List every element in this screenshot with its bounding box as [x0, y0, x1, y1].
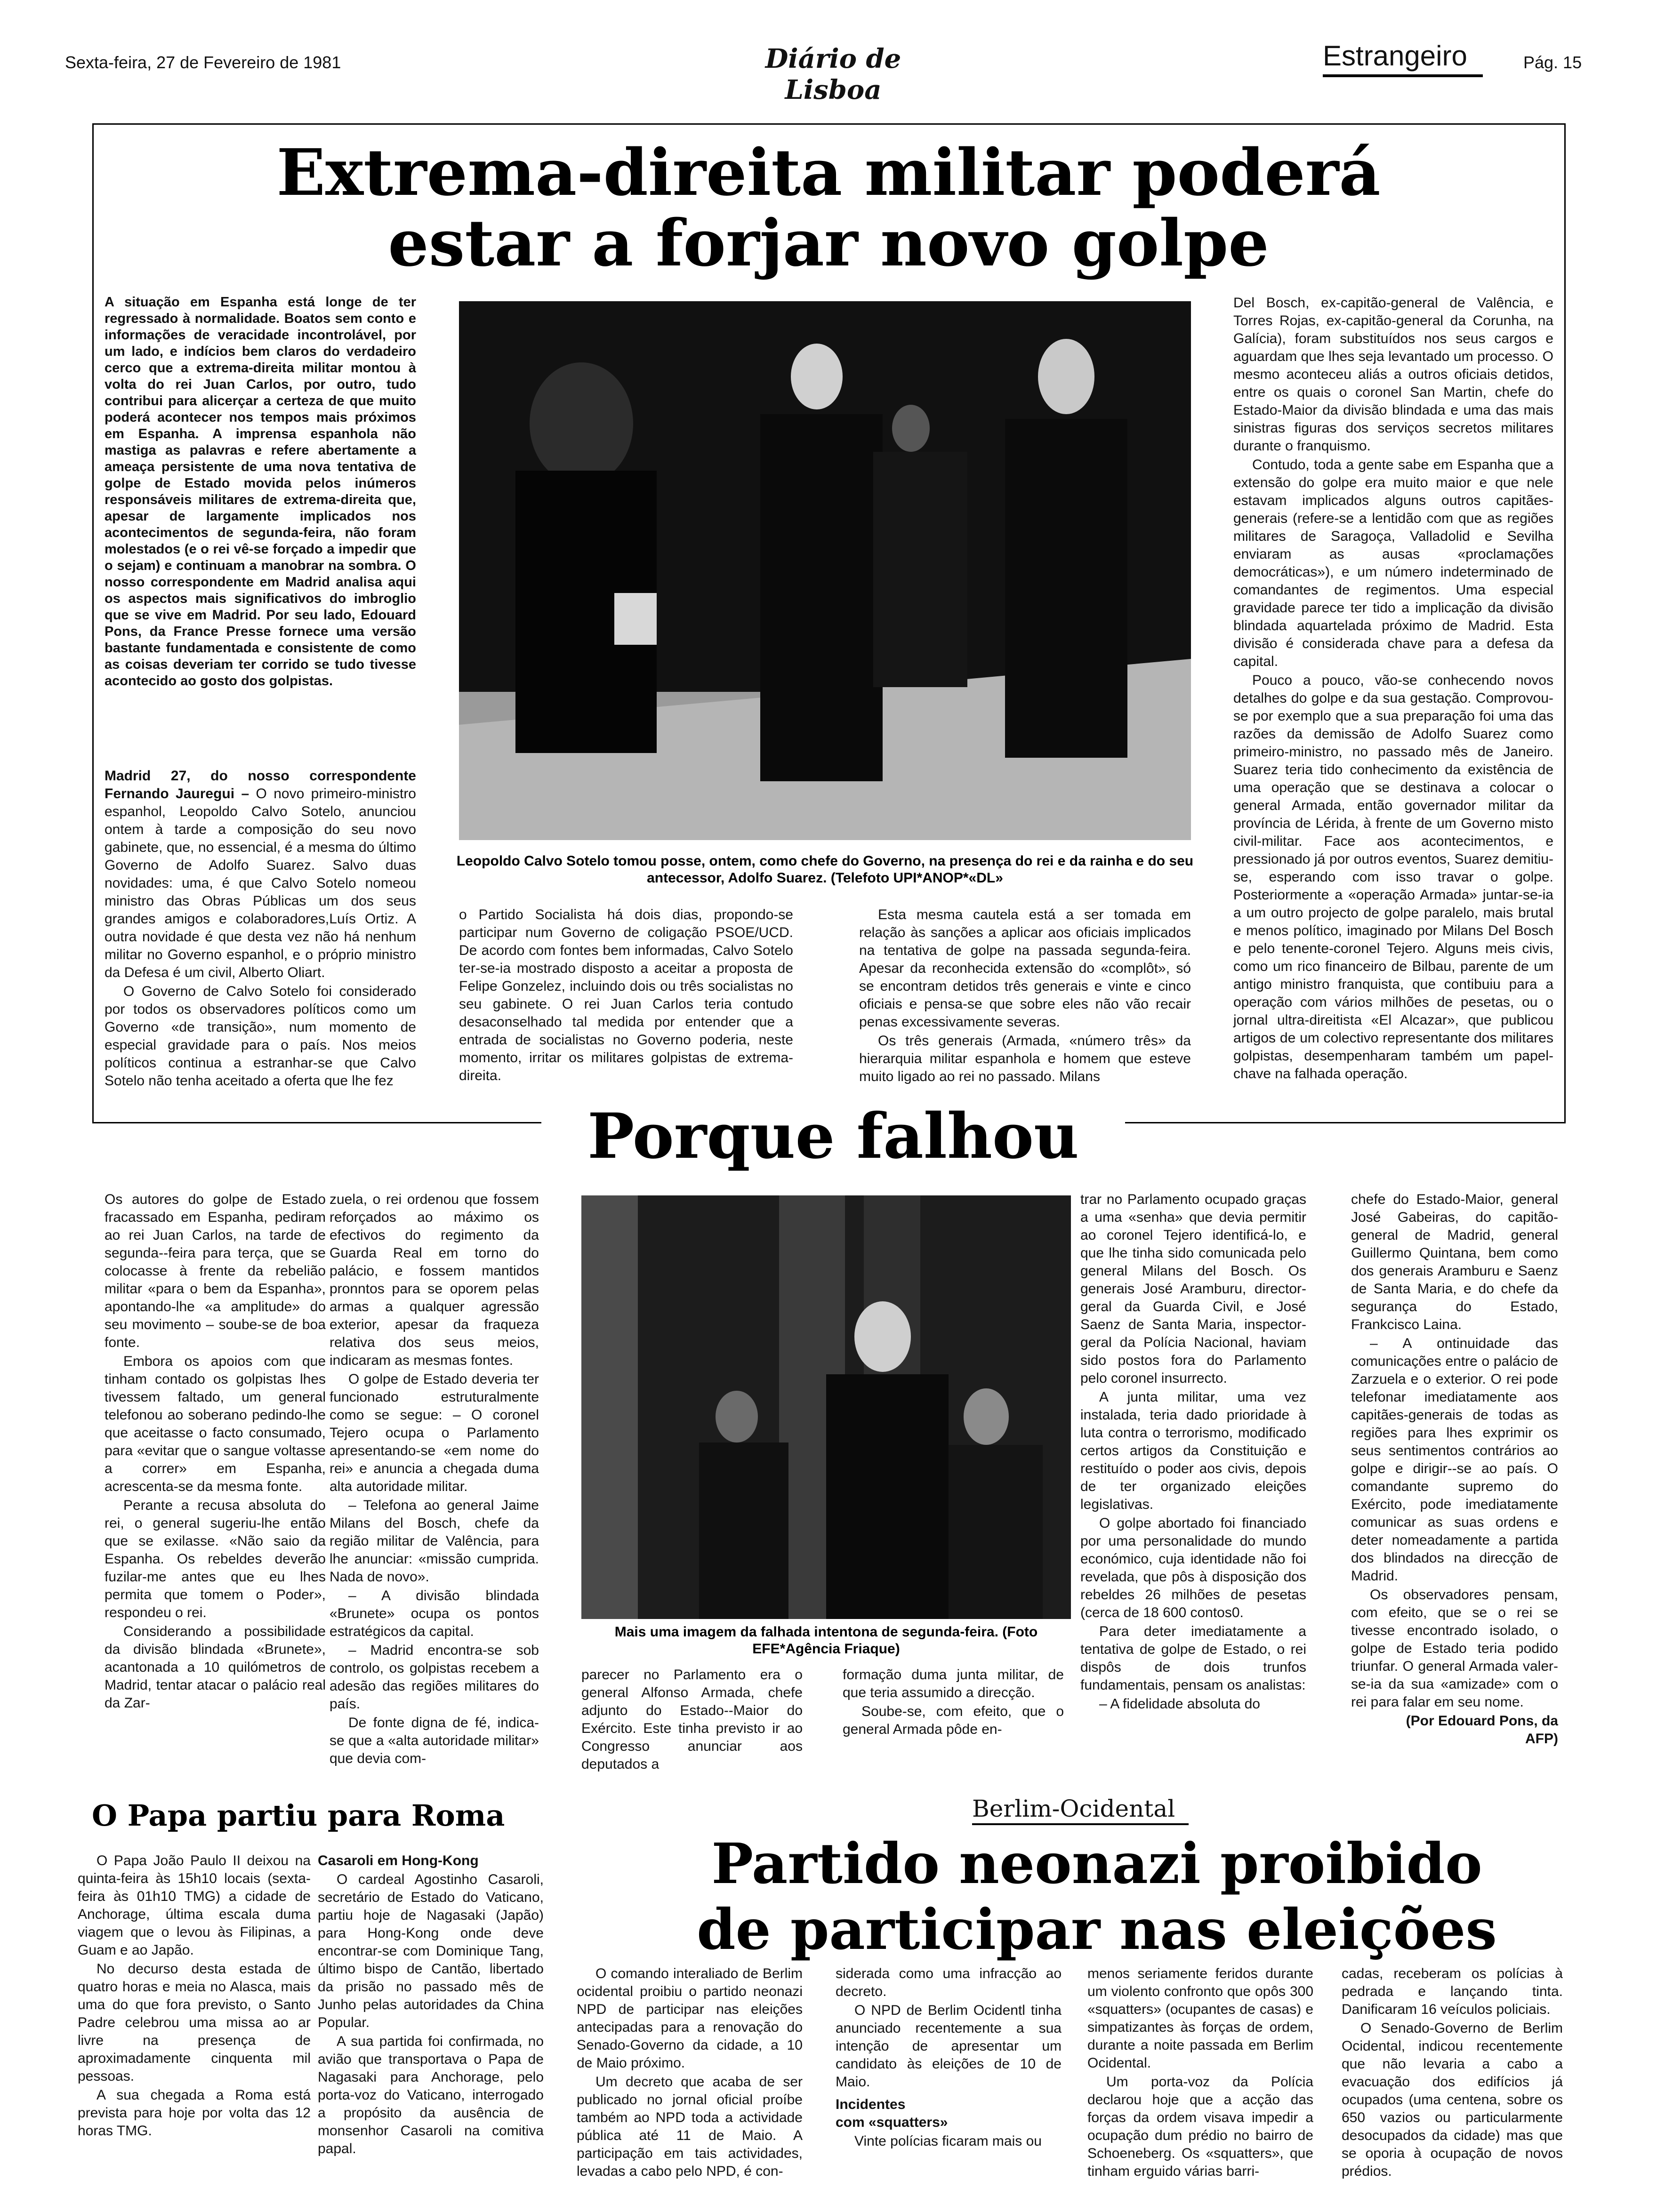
subhead-incidentes: Incidentes com «squatters» [836, 2097, 948, 2130]
article4-column-1: O comando interaliado de Berlim ocidental proibiu o partido neonazi NPD de participar nas eleições antecipadas para a renovação do Senado-Governo da cidade, a 10 de Maio próximo. Um decreto que acaba de ser publicado no jornal oficial proíbe também ao NPD toda a actividade pública até 11 de Maio. A participação em tais actividades, levadas a cabo pelo NPD, é con- [577, 1966, 803, 2179]
section-name: Estrangeiro [1323, 40, 1467, 72]
article1-column-3: Esta mesma cautela está a ser tomada em relação às sanções a aplicar aos oficiais implicados na tentativa de golpe na passada segunda-feira. Apesar da reconhecida extensão do «complôt», só se encontram detidos três generais e vinte e cinco oficiais e pensa-se que sobre eles não vão recair penas excessivamente severas. Os três generais (Armada, «número três» da hierarquia militar espanhola e homem que esteve muito ligado ao rei no passado. Milans [859, 907, 1191, 1084]
photo-caption-calvo-sotelo: Leopoldo Calvo Sotelo tomou posse, ontem, como chefe do Governo, na presença do rei e da rainha e do seu antecessor, Adolfo Suarez. (Telefoto UPI*ANOP*«DL» [456, 853, 1194, 886]
headline-line-2: estar a forjar novo golpe [388, 206, 1269, 281]
article2-column-3b: formação duma junta militar, de que teria assumido a direcção. Soube-se, com efeito, que o general Armada pôde en- [843, 1667, 1064, 1737]
article2-column-3a: parecer no Parlamento era o general Alfonso Armada, chefe adjunto do Estado--Maior do Exército. Este tinha previsto ir ao Congresso anunciar aos deputados a [581, 1667, 803, 1772]
article1-lead: A situação em Espanha está longe de ter regressado à normalidade. Boatos sem conto e informações de veracidade incontrolável, por um lado, e indícios bem claros do verdadeiro cerco que a extrema-direita militar montou à volta do rei Juan Carlos, por outro, tudo contribui para alicerçar a certeza de que muito poderá acontecer nos tempos mais próximos em Espanha. A imprensa espanhola não mastiga as palavras e refere abertamente a ameaça persistente de uma nova tentativa de golpe de Estado movida pelos inúmeros responsáveis militares de extrema-direita que, apesar de largamente implicados nos acontecimentos de segunda-feira, não foram molestados (e o rei vê-se forçado a impedir que o sejam) e continuam a manobrar na sombra. O nosso correspondente em Madrid analisa aqui os aspectos mais significativos do imbroglio que se vive em Madrid. Por seu lado, Edouard Pons, da France Presse fornece uma versão bastante fundamentada e consistente de como as coisas deveriam ter corrido se tudo tivesse acontecido ao gosto dos golpistas. [105, 295, 416, 689]
headline-neonazi [560, 1831, 1633, 1963]
headline-porque-falhou: Porque falhou [541, 1101, 1125, 1172]
photo-illustration [459, 301, 1191, 840]
headline-papa: O Papa partiu para Roma [92, 1798, 505, 1833]
article1-column-4: Del Bosch, ex-capitão-general de Valência, e Torres Rojas, ex-capitão-general da Corunha, na Galícia), foram substituídos nos seus cargos e aguardam que lhes seja levantado um processo. O mesmo aconteceu aliás a outros oficiais detidos, entre os quais o coronel San Martin, chefe do Estado-Maior da divisão blindada e uma das mais sinistras figuras dos serviços secretos militares durante o franquismo. Contudo, toda a gente sabe em Espanha que a extensão do golpe era muito maior e que nele estavam implicados alguns outros capitães-generais (refere-se a lentidão com que as regiões militares de Saragoça, Valladolid e Sevilha enviaram as ausas «proclamações democráticas»), e um número indeterminado de comandantes de regimentos. Uma especial gravidade parece ter tido a implicação da divisão blindada aquartelada próximo de Madrid. Esta divisão é considerada chave para a defesa da capital. Pouco a pouco, vão-se conhecendo novos detalhes do golpe e da sua gestação. Comprovou-se por exemplo que a sua preparação foi uma das razões da demissão de Adolfo Suarez como primeiro-ministro, no passado mês de Janeiro. Suarez teria tido conhecimento da existência de uma operação que se destinava a colocar o general Armada, então governador militar da província de Lérida, à frente de um Governo misto civil-militar. Face aos acontecimentos, e pressionado já por outros eventos, Suarez demitiu-se, esperando com isso travar o golpe. Posteriormente a «operação Armada» juntar-se-ia a um outro projecto de golpe paralelo, mais brutal e menos político, imaginado por Milans Del Bosch e pelo tenente-coronel Tejero. Alguns meis civis, como um rico financeiro de Bilbau, parente de um antigo ministro franquista, que contibuiu para a operação com vários milhões de pesetas, ou o jornal ultra-direitista «El Alcazar», que publicou artigos de um colectivo representante dos militares golpistas, desempenharam também um papel-chave na falhada operação. [1233, 295, 1553, 1082]
photo-illustration [581, 1195, 1071, 1619]
page-header [0, 0, 1657, 105]
section-underline [1323, 74, 1483, 77]
article4-column-2: siderada como uma infracção ao decreto. O NPD de Berlim Ocidentl tinha anunciado recentemente a sua intenção de apresentar um candidato às eleições de 10 de Maio. Incidentes com «squatters» Vinte polícias ficaram mais ou [836, 1966, 1062, 2149]
article1-col1-p2: O Governo de Calvo Sotelo foi considerado por todos os observadores políticos como um Governo «de transição», num momento de especial gravidade para o país. Nos meios políticos continua a estranhar-se que Calvo Sotelo não tenha aceitado a oferta que lhe fez [105, 984, 416, 1089]
kicker-berlim: Berlim-Ocidental [972, 1795, 1175, 1822]
article3-column-1: O Papa João Paulo II deixou na quinta-feira às 15h10 locais (sexta-feira às 01h10 TMG) a cidade de Anchorage, última escala duma viagem que o levou às Filipinas, a Guam e ao Japão. No decurso desta estada de quatro horas e meia no Alasca, mais uma do que fora previsto, o Santo Padre celebrou uma missa ao ar livre na presença de aproximadamente cinquenta mil pessoas. A sua chegada a Roma está prevista para hoje por volta das 12 horas TMG. [78, 1853, 311, 2139]
article2-column-5: chefe do Estado-Maior, general José Gabeiras, do capitão-general de Madrid, general Guillermo Quintana, bem como dos generais Aramburu e Saenz de Santa Maria, e do chefe da segurança do Estado, Frankcisco Laina. – A ontinuidade das comunicações entre o palácio de Zarzuela e o exterior. O rei pode telefonar imediatamente aos capitães-generais de todas as regiões para lhes exprimir os seus sentimentos contrários ao golpe e dirigir--se ao país. O comandante supremo do Exército, pode imediatamente comunicar as suas ordens e deter nomeadamente a partida dos blindados na direcção de Madrid. Os observadores pensam, com efeito, que se o rei se tivesse encontrado isolado, o golpe de Estado teria podido triunfar. O general Armada valer-se-ia da sua «amizade» com o rei para falar em seu nome. (Por Edouard Pons, da AFP) [1351, 1191, 1558, 1749]
headline-line-1: Extrema-direita militar poderá [276, 135, 1381, 210]
photo-calvo-sotelo [459, 301, 1191, 840]
article2-column-4: trar no Parlamento ocupado graças a uma «senha» que devia permitir ao coronel Tejero identificá-lo, e que lhe tinha sido comunicada pelo general Milans del Bosch. Os generais José Aramburu, director-geral da Guarda Civil, e José Saenz de Santa Maria, inspector-geral da Polícia Nacional, haviam sido postos fora do Parlamento pelo coronel insurrecto. A junta militar, uma vez instalada, teria dado prioridade à luta contra o terrorismo, modificado certos artigos da Constituição e restituído o poder aos civis, depois de ter organizado eleições legislativas. O golpe abortado foi financiado por uma personalidade do mundo económico, cuja identidade não foi revelada, que pôs à disposição dos rebeldes 26 milhões de pesetas (cerca de 18 600 contos0. Para deter imediatamente a tentativa de golpe de Estado, o rei dispôs de dois trunfos fundamentais, pensam os analistas: – A fidelidade absoluta do [1080, 1192, 1306, 1712]
subhead-casaroli: Casaroli em Hong-Kong [318, 1853, 479, 1868]
photo-intentona [581, 1195, 1071, 1619]
article4-column-4: cadas, receberam os polícias à pedrada e lançando tinta. Danificaram 16 veículos policiais. O Senado-Governo de Berlim Ocidental, indicou recentemente que não levaria a cabo a evacuação dos edifícios já ocupados (uma centena, sobre os 650 vazios ou particularmente desocupados da cidade) mas que se oporia à ocupação de novos prédios. [1342, 1966, 1563, 2179]
article4-column-3: menos seriamente feridos durante um violento confronto que opôs 300 «squatters» (ocupantes de casas) e simpatizantes às forças de ordem, durante a noite passada em Berlim Ocidental. Um porta-voz da Polícia declarou hoje que a acção das forças da ordem visava impedir a ocupação dum prédio no bairro de Schoeneberg. Os «squatters», que tinham erguido várias barri- [1087, 1966, 1313, 2179]
photo-caption-intentona: Mais uma imagem da falhada intentona de segunda-feira. (Foto EFE*Agência Friaque) [614, 1624, 1038, 1657]
page-number: Pág. 15 [1523, 53, 1582, 72]
article2-column-1: Os autores do golpe de Estado fracassado em Espanha, pediram ao rei Juan Carlos, na tarde de segunda--feira para terça, que se colocasse à frente da rebelião militar «para o bem da Espanha», apontando-lhe «a amplitude» do seu movimento – soube-se de boa fonte. Embora os apoios com que tinham contado os golpistas lhes tivessem faltado, um general telefonou ao soberano pedindo-lhe que aceitasse o facto consumado, para «evitar que o sangue voltasse a correr» em Espanha, acrescenta-se da mesma fonte. Perante a recusa absoluta do rei, o general sugeriu-lhe então que se exilasse. «Não saio da Espanha. Os rebeldes deverão fuzilar-me antes que eu lhes permita que tomem o Poder», respondeu o rei. Considerando a possibilidade da divisão blindada «Brunete», acantonada a 10 quilómetros de Madrid, tentar atacar o palácio real da Zar- [105, 1192, 326, 1711]
article2-column-2: zuela, o rei ordenou que fossem reforçados ao máximo os efectivos do regimento da Guarda Real em torno do palácio, e fossem mantidos pronntos para se oporem pelas armas a qualquer agressão exterior, apesar da fraqueza relativa dos seus meios, indicaram as mesmas fontes. O golpe de Estado deveria ter funcionado estruturalmente como se segue: – O coronel Tejero ocupa o Parlamento apresentando-se «em nome do rei» e anuncia a chegada duma alta autoridade militar. – Telefona ao general Jaime Milans del Bosch, chefe da região militar de Valência, para lhe anunciar: «missão cumprida. Nada de novo». – A divisão blindada «Brunete» ocupa os pontos estratégicos da capital. – Madrid encontra-se sob controlo, os golpistas recebem a adesão das regiões militares do país. De fonte digna de fé, indica-se que a «alta autoridade militar» que devia com- [330, 1192, 539, 1766]
kicker-underline [972, 1823, 1189, 1825]
article1-col1-text: O novo primeiro-ministro espanhol, Leopoldo Calvo Sotelo, anunciou ontem à tarde a composição do seu novo gabinete, que, no essencial, é a mesma do último Governo de Adolfo Suarez. Salvo duas novidades: uma, é que Calvo Sotelo nomeou ministro das Obras Públicas um dos seus grandes amigos e colaboradores,Luís Ortiz. A outra novidade é que desta vez não há nenhum militar no Governo espanhol, e o próprio ministro da Defesa é um civil, Alberto Oliart. [105, 786, 416, 980]
article1-column-2: o Partido Socialista há dois dias, propondo-se participar num Governo de coligação PSOE/UCD. De acordo com fontes bem informadas, Calvo Sotelo ter-se-ia mostrado disposto a aceitar a proposta de Felipe Gonzelez, incluindo dois ou três socialistas no seu gabinete. O rei Juan Carlos teria contudo desaconselhado tal medida por entender que a entrada de socialistas no Governo poderia, neste momento, irritar os militares golpistas de extrema-direita. [459, 907, 793, 1083]
masthead: Diário de Lisboa [765, 43, 901, 105]
byline-pons: (Por Edouard Pons, da AFP) [1406, 1713, 1558, 1747]
headline-extrema-direita [104, 137, 1553, 279]
dateline: Madrid 27, do nosso correspondente Fernando Jauregui – [105, 768, 416, 801]
headline-line-1: Partido neonazi proibido [711, 1831, 1482, 1896]
article1-column-1 [105, 767, 416, 1091]
issue-date: Sexta-feira, 27 de Fevereiro de 1981 [65, 53, 341, 72]
article3-column-2: Casaroli em Hong-Kong O cardeal Agostinho Casaroli, secretário de Estado do Vaticano, partiu hoje de Nagasaki (Japão) para Hong-Kong onde deve encontrar-se com Dominique Tang, último bispo de Cantão, libertado da prisão no passado mês de Junho pelas autoridades da China Popular. A sua partida foi confirmada, no avião que transportava o Papa de Nagasaki para Anchorage, pelo porta-voz do Vaticano, interrogado a propósito da ausência de monsenhor Casaroli na comitiva papal. [318, 1853, 544, 2156]
headline-line-2: de participar nas eleições [697, 1897, 1497, 1962]
